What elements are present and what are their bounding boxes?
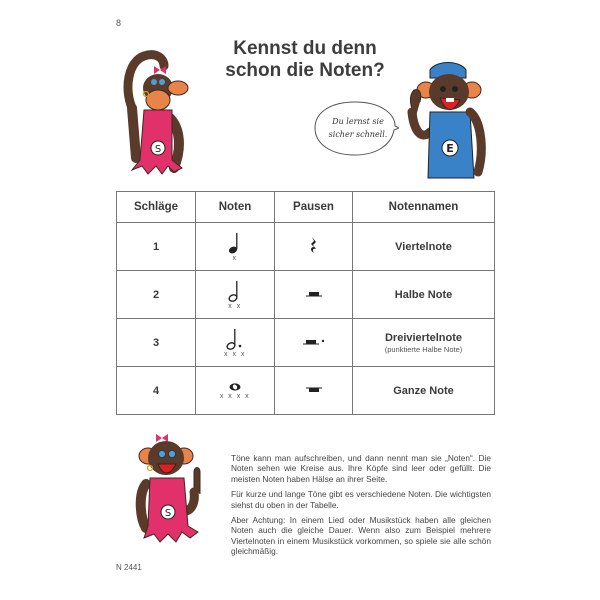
count-marks: x x x x: [219, 392, 251, 400]
note-name-cell: Ganze Note: [353, 367, 495, 415]
note-name-cell: Halbe Note: [353, 271, 495, 319]
svg-text:E: E: [446, 142, 454, 155]
table-row: [117, 271, 495, 319]
beats-cell: 3: [117, 319, 196, 367]
count-marks: x: [232, 254, 238, 262]
publication-code: N 2441: [116, 563, 142, 572]
header-beats: Schläge: [117, 192, 196, 223]
header-rests: Pausen: [275, 192, 353, 223]
header-note-names: Notennamen: [353, 192, 495, 223]
beats-cell: 4: [117, 367, 196, 415]
rest-cell: [275, 271, 353, 319]
count-marks: x x x: [224, 350, 246, 358]
monkey-girl-scratching-head-illustration: [118, 48, 198, 188]
beats-cell: 2: [117, 271, 196, 319]
beats-cell: 1: [117, 223, 196, 271]
svg-text:S: S: [164, 508, 172, 519]
count-marks: x x: [228, 302, 242, 310]
table-row: [117, 223, 495, 271]
note-values-table: [116, 191, 495, 415]
monkey-girl-pointing-illustration: [132, 432, 212, 552]
rest-cell: [275, 223, 353, 271]
rest-cell: [275, 367, 353, 415]
quarter-rest-icon: [309, 236, 319, 254]
note-cell: [196, 271, 275, 319]
note-name-subtitle: (punktierte Halbe Note): [384, 344, 463, 354]
explanation-text: [231, 453, 491, 562]
half-rest-icon: [306, 290, 322, 298]
paragraph: Für kurze und lange Töne gibt es verschiedene Noten. Die wichtigsten siehst du oben in der Tabelle.: [231, 489, 491, 510]
svg-text:S: S: [154, 144, 162, 155]
page-number: 8: [116, 18, 122, 28]
quarter-note-icon: [228, 232, 242, 254]
header-notes: Noten: [196, 192, 275, 223]
rest-cell: [275, 319, 353, 367]
speech-bubble-text: Du lernst sie sicher schnell.: [328, 117, 388, 139]
table-header-row: [117, 192, 495, 223]
note-cell: [196, 319, 275, 367]
monkey-boy-cheering-illustration: [400, 62, 490, 182]
dotted-half-note-icon: [226, 328, 244, 350]
note-name-cell: Dreiviertelnote (punktierte Halbe Note): [353, 319, 495, 367]
dotted-half-rest-icon: [303, 338, 325, 346]
title-line-2: schon die Noten?: [225, 60, 385, 81]
page-title: [200, 38, 410, 82]
whole-rest-icon: [306, 386, 322, 394]
title-line-1: Kennst du denn: [233, 38, 377, 59]
note-name-cell: Viertelnote: [353, 223, 495, 271]
table-row: [117, 319, 495, 367]
paragraph: Töne kann man aufschreiben, und dann nennt man sie „Noten“. Die Noten sehen wie Kreise aus. Ihre Köpfe sind leer oder gefüllt. Die meisten Noten haben Hälse an ihrer Seite.: [231, 453, 491, 484]
note-cell: [196, 367, 275, 415]
half-note-icon: [228, 280, 242, 302]
paragraph: Aber Achtung: In einem Lied oder Musikstück haben alle gleichen Noten auch die gleiche Dauer. Wenn also zum Beispiel mehrere Viertelnoten in einem Musikstück vorkommen, so spiele sie alle schön gleichmäßig.: [231, 515, 491, 557]
table-row: [117, 367, 495, 415]
whole-note-icon: [228, 382, 242, 392]
note-cell: [196, 223, 275, 271]
